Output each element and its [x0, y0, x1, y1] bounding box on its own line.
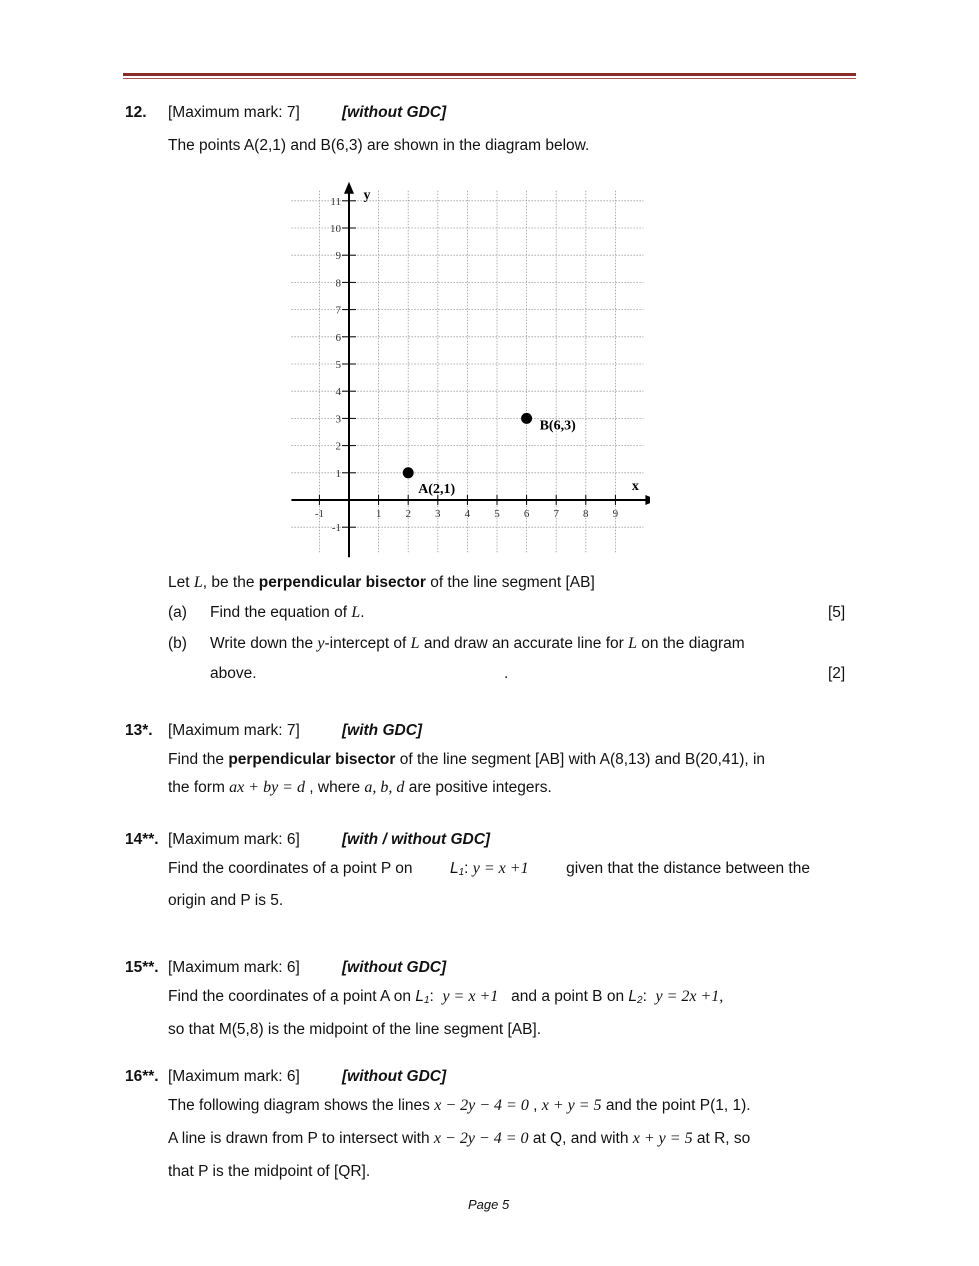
q15-number: 15**.: [125, 959, 159, 976]
x-tick-label: 3: [435, 508, 441, 520]
q15-line1: Find the coordinates of a point A on $L_1$: y = x +1 and a point B on $L_2$: y = 2x +1,: [168, 988, 724, 1006]
x-tick-label: 6: [523, 508, 530, 520]
y-tick-label: 3: [335, 413, 341, 426]
y-tick-label: 5: [335, 359, 341, 371]
data-point: [521, 413, 532, 424]
data-point: [403, 467, 414, 478]
q12-part-b-line2: above.: [210, 665, 257, 682]
data-points: [403, 413, 576, 497]
y-tick-label: 1: [335, 467, 341, 480]
q13-number: 13*.: [125, 722, 153, 739]
q12-part-a-label: (a): [168, 604, 187, 621]
q16-line2: A line is drawn from P to intersect with x − 2y − 4 = 0 at Q, and with x + y = 5 at R, so: [168, 1130, 751, 1147]
q12-part-b-label: (b): [168, 635, 187, 652]
q16-line1: The following diagram shows the lines x − 2y − 4 = 0 , x + y = 5 and the point P(1, 1).: [168, 1097, 751, 1114]
page-number: Page 5: [468, 1197, 510, 1212]
y-axis-label: y: [363, 187, 371, 203]
q14-line1: Find the coordinates of a point P on $L_1$: y = x +1 given that the distance between the: [168, 860, 810, 878]
q12-intro: The points A(2,1) and B(6,3) are shown in the diagram below.: [168, 137, 590, 154]
q13-line1: Find the perpendicular bisector of the line segment [AB] with A(8,13) and B(20,41), in: [168, 751, 766, 768]
y-tick-label: 7: [335, 304, 341, 317]
data-point-label: B(6,3): [539, 418, 576, 434]
q16-line3: that P is the midpoint of [QR].: [168, 1163, 371, 1180]
x-tick-label: 9: [612, 508, 619, 520]
x-axis-label: x: [631, 479, 639, 494]
q16-gdc: [without GDC]: [342, 1068, 447, 1085]
x-tick-label: 5: [494, 508, 500, 520]
q12-part-b-marks: [2]: [828, 665, 846, 682]
x-tick-label: 2: [405, 508, 411, 520]
q13-marks: [Maximum mark: 7]: [168, 722, 300, 739]
tick-labels: [315, 188, 639, 534]
x-tick-label: -1: [314, 508, 324, 520]
axes: [291, 182, 650, 557]
x-tick-label: 1: [375, 508, 382, 520]
q12-part-a-marks: [5]: [828, 604, 846, 621]
x-axis-arrow: [645, 495, 650, 505]
q12-part-a-text: Find the equation of L.: [210, 604, 365, 621]
q15-marks: [Maximum mark: 6]: [168, 959, 300, 976]
y-tick-label: 11: [330, 195, 341, 208]
x-tick-label: 4: [464, 508, 471, 520]
q16-number: 16**.: [125, 1068, 159, 1085]
y-tick-label: 9: [335, 250, 341, 263]
q12-part-b-dot: .: [504, 665, 509, 682]
y-tick-label: -1: [331, 522, 341, 535]
q12-marks: [Maximum mark: 7]: [168, 104, 300, 121]
y-tick-label: 10: [330, 223, 341, 235]
q12-number: 12.: [125, 104, 147, 121]
q12-let-line: Let L, be the perpendicular bisector of the line segment [AB]: [168, 574, 595, 591]
q14-line2: origin and P is 5.: [168, 892, 284, 909]
q13-line2: the form ax + by = d , where a, b, d are positive integers.: [168, 779, 552, 796]
q12-part-b-text: Write down the y-intercept of L and draw an accurate line for L on the diagram: [210, 635, 745, 652]
y-tick-label: 8: [335, 277, 341, 290]
y-tick-label: 2: [335, 440, 341, 453]
q16-marks: [Maximum mark: 6]: [168, 1068, 300, 1085]
q15-line2: so that M(5,8) is the midpoint of the line segment [AB].: [168, 1021, 542, 1038]
y-tick-label: 6: [335, 331, 341, 344]
q14-marks: [Maximum mark: 6]: [168, 831, 300, 848]
x-tick-label: 8: [583, 508, 589, 520]
y-tick-label: 4: [335, 386, 341, 399]
coordinate-graph: [285, 168, 650, 560]
q13-gdc: [with GDC]: [342, 722, 423, 739]
data-point-label: A(2,1): [418, 481, 456, 497]
header-rule: [123, 73, 856, 76]
q15-gdc: [without GDC]: [342, 959, 447, 976]
y-axis-arrow: [344, 182, 354, 194]
x-tick-label: 7: [553, 508, 559, 520]
q14-number: 14**.: [125, 831, 159, 848]
header-rule-thin: [123, 78, 856, 79]
q12-gdc: [without GDC]: [342, 104, 447, 121]
q14-gdc: [with / without GDC]: [342, 831, 491, 848]
